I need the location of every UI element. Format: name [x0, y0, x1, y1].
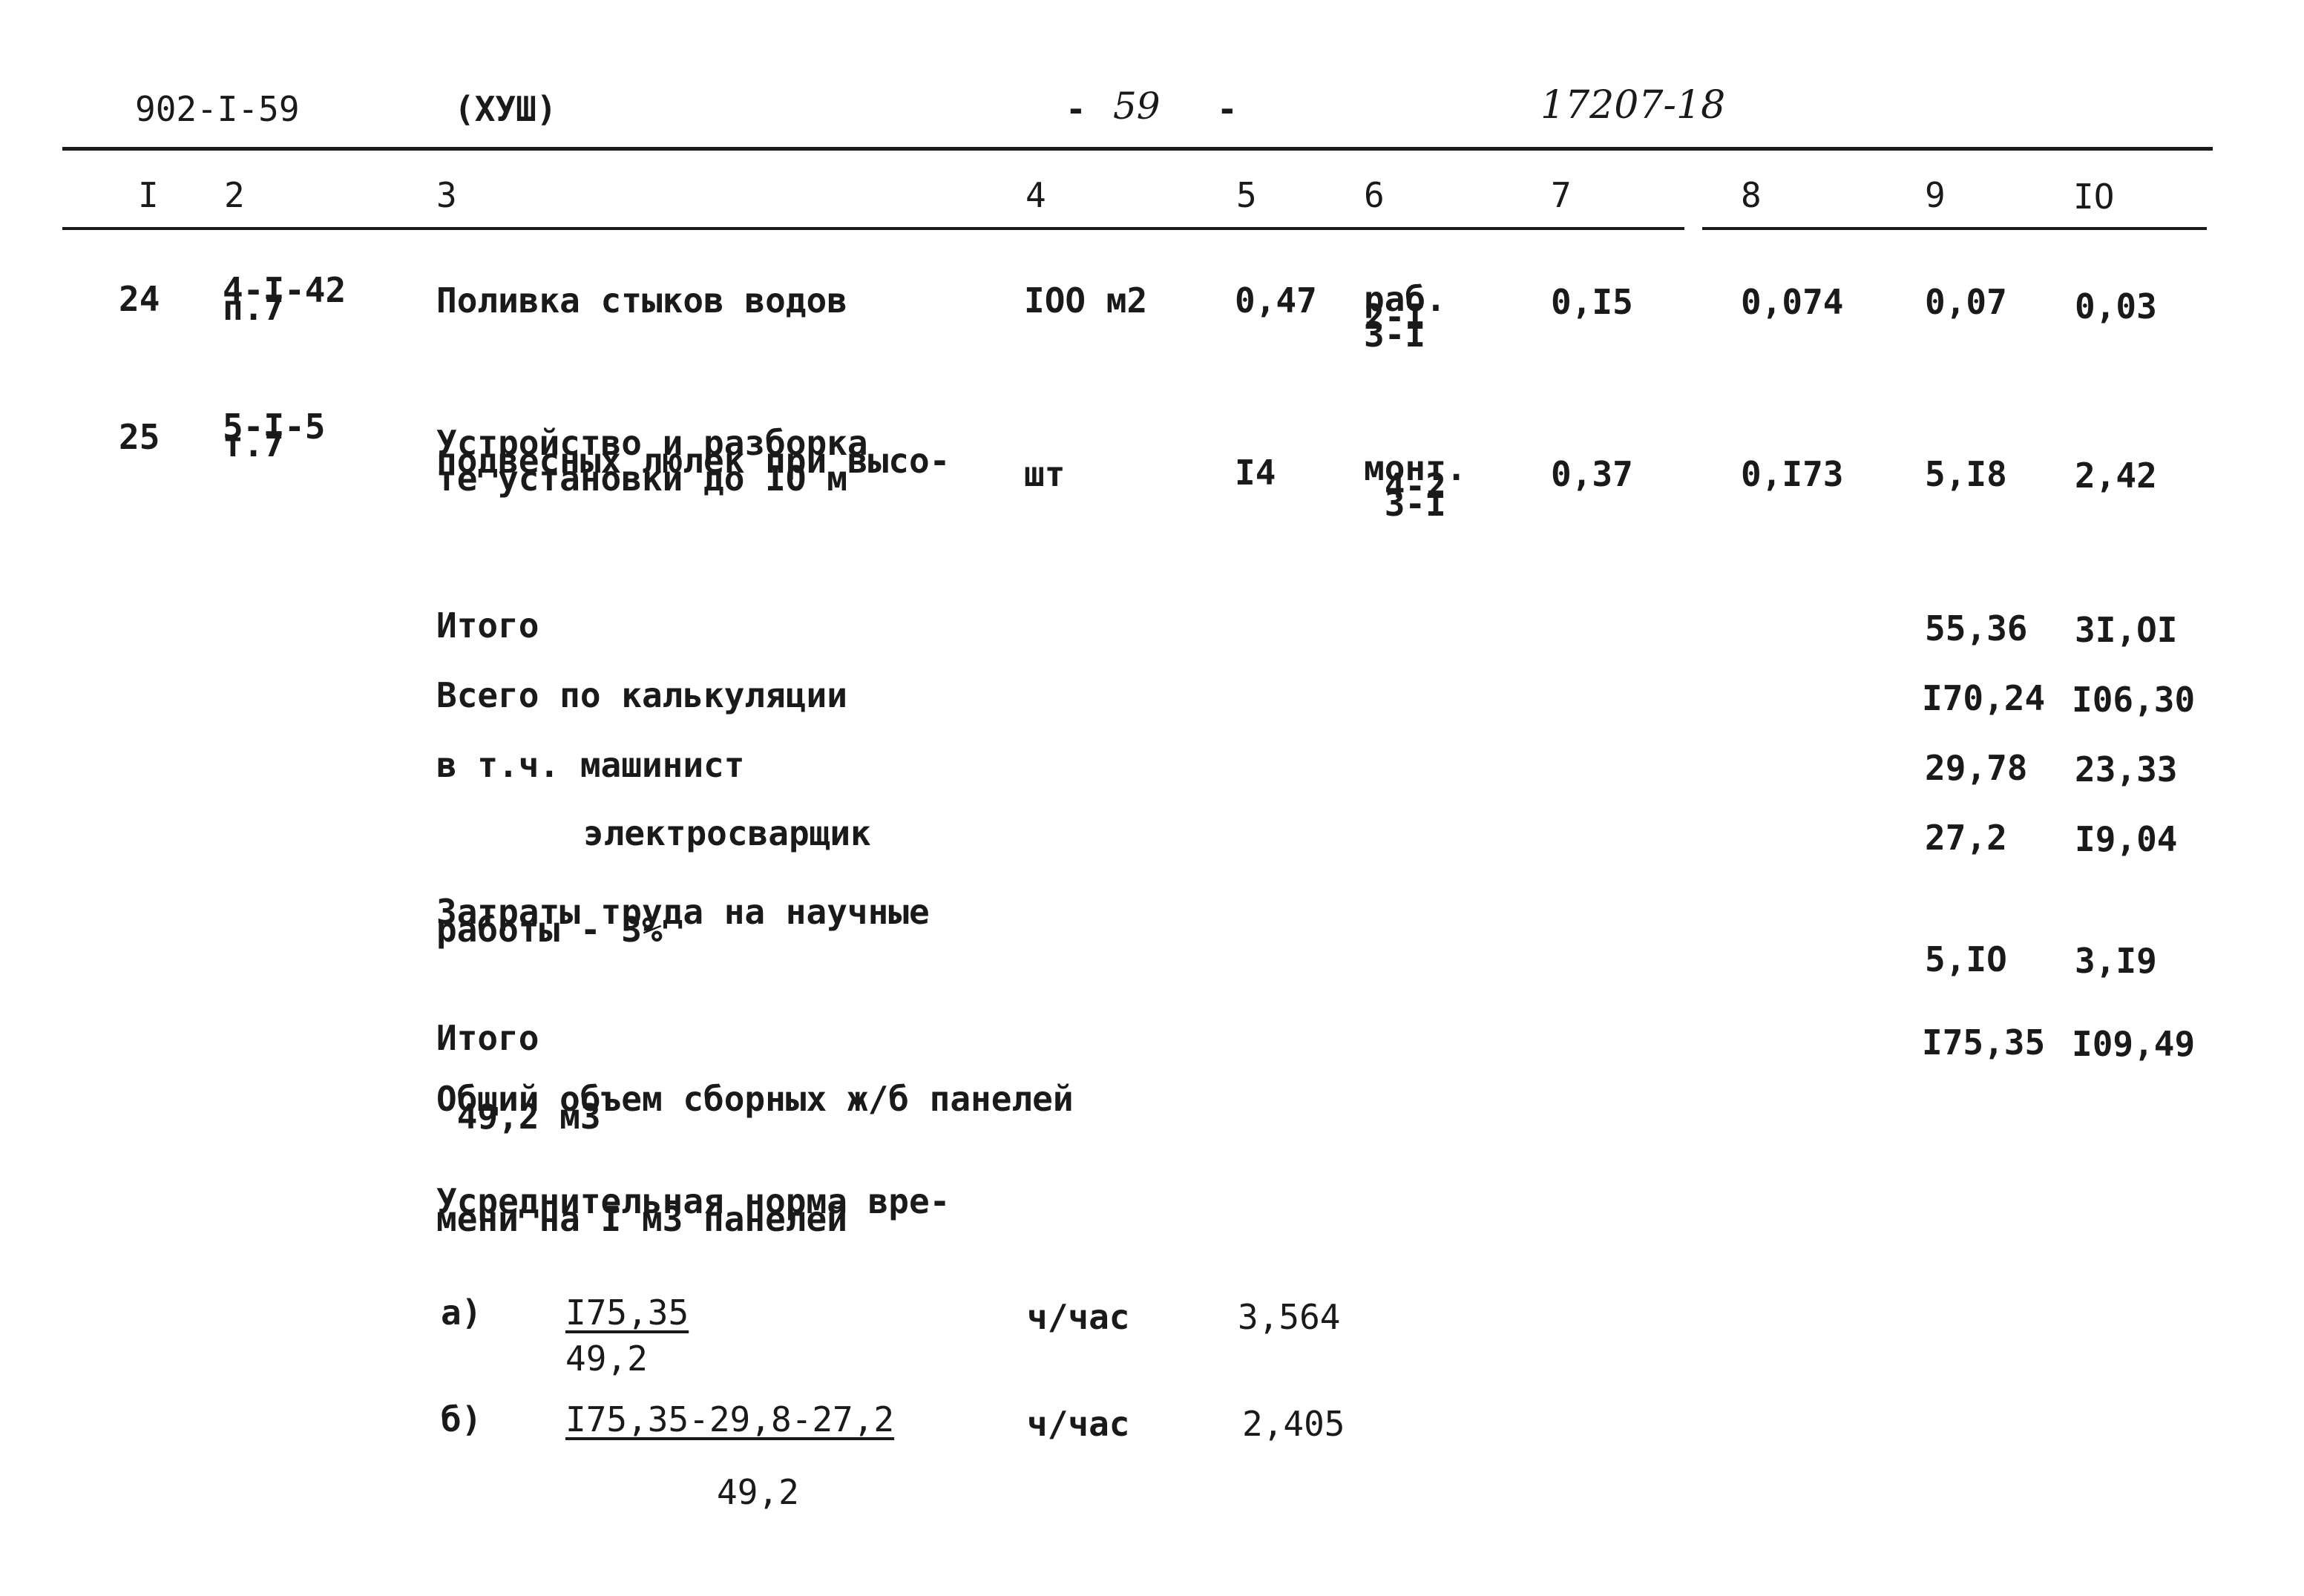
row-reference: 4-I-42 п.7 — [223, 270, 347, 328]
row-reference: 5-I-5 т.7 — [223, 407, 326, 464]
row-col10: 0,03 — [2075, 286, 2157, 326]
col-header-8: 8 — [1741, 175, 1762, 215]
welder-col9: 27,2 — [1925, 818, 2007, 858]
calc-a-unit: ч/час — [1027, 1297, 1130, 1337]
welder-col10: I9,04 — [2075, 819, 2178, 859]
col-header-5: 5 — [1236, 175, 1257, 215]
research-costs-col9: 5,IO — [1925, 939, 2007, 979]
total-col9: I70,24 — [1922, 678, 2046, 718]
col-header-2: 2 — [224, 175, 245, 215]
sheet-code: 17207-18 — [1540, 83, 1726, 128]
research-costs-col10: 3,I9 — [2075, 941, 2157, 981]
time-norm-note: Усреднительная норма вре- мени на I м3 панелей — [436, 1181, 951, 1239]
row-col8: 0,074 — [1741, 282, 1844, 322]
row-col9: 0,07 — [1925, 282, 2007, 322]
panel-volume-note: Общий объем сборных ж/б панелей 49,2 м3 — [436, 1079, 1074, 1137]
row-number: 25 — [119, 417, 160, 457]
page-number: 59 — [1113, 85, 1161, 128]
calc-a-numerator: I75,35 — [565, 1293, 689, 1333]
welder-label: электросварщик — [583, 813, 871, 853]
grand-total-label: Итого — [436, 1018, 539, 1058]
column-header-rule — [62, 227, 1684, 230]
col-header-4: 4 — [1025, 175, 1046, 215]
calc-b-unit: ч/час — [1027, 1404, 1130, 1444]
calc-b-denominator: 49,2 — [717, 1472, 799, 1512]
calc-a-letter: а) — [441, 1293, 482, 1333]
row-number: 24 — [119, 279, 160, 319]
research-costs-label: Затраты труда на научные работы - 3% — [436, 892, 930, 950]
row-crew: раб. 2-I 3-I — [1364, 279, 1446, 355]
row-quantity: 0,47 — [1235, 280, 1317, 321]
section-number: (ХУШ) — [454, 89, 557, 129]
operator-col10: 23,33 — [2075, 749, 2178, 789]
calc-a-denominator: 49,2 — [565, 1339, 648, 1379]
row-col7: 0,I5 — [1551, 282, 1633, 322]
calc-b-result: 2,405 — [1242, 1404, 1345, 1444]
col-header-7: 7 — [1551, 175, 1572, 215]
row-unit: IOO м2 — [1024, 280, 1148, 321]
grand-total-col10: I09,49 — [2072, 1024, 2196, 1064]
total-label: Всего по калькуляции — [436, 675, 847, 715]
col-header-9: 9 — [1925, 175, 1946, 215]
page-dash-right: - — [1217, 89, 1238, 129]
row-unit: шт — [1024, 454, 1066, 494]
row-quantity: I4 — [1235, 453, 1276, 493]
grand-total-col9: I75,35 — [1922, 1022, 2046, 1063]
calc-a-result: 3,564 — [1238, 1297, 1341, 1337]
row-description: Поливка стыков водов — [436, 280, 847, 321]
row-crew: монт. 4-2 3-I — [1364, 448, 1467, 524]
operator-col9: 29,78 — [1925, 748, 2028, 788]
calc-b-numerator: I75,35-29,8-27,2 — [565, 1399, 895, 1439]
col-header-1: I — [138, 175, 159, 215]
row-col10: 2,42 — [2075, 456, 2157, 496]
col-header-10: IO — [2073, 177, 2115, 217]
operator-label: в т.ч. машинист — [436, 745, 745, 785]
row-col7: 0,37 — [1551, 454, 1633, 494]
row-col9: 5,I8 — [1925, 454, 2007, 494]
col-header-3: 3 — [436, 175, 457, 215]
col-header-6: 6 — [1364, 175, 1385, 215]
column-header-rule-right — [1702, 227, 2207, 230]
page-dash-left: - — [1066, 89, 1086, 129]
row-col8: 0,I73 — [1741, 454, 1844, 494]
total-col10: I06,30 — [2072, 680, 2196, 720]
header-rule — [62, 147, 2213, 151]
project-code: 902-I-59 — [135, 89, 300, 129]
subtotal-label: Итого — [436, 605, 539, 646]
subtotal-col9: 55,36 — [1925, 608, 2028, 648]
calc-b-letter: б) — [441, 1399, 482, 1439]
row-description: Устройство и разборка подвесных люлек при высо- те установки до IO м — [436, 423, 951, 499]
subtotal-col10: 3I,OI — [2075, 610, 2178, 650]
